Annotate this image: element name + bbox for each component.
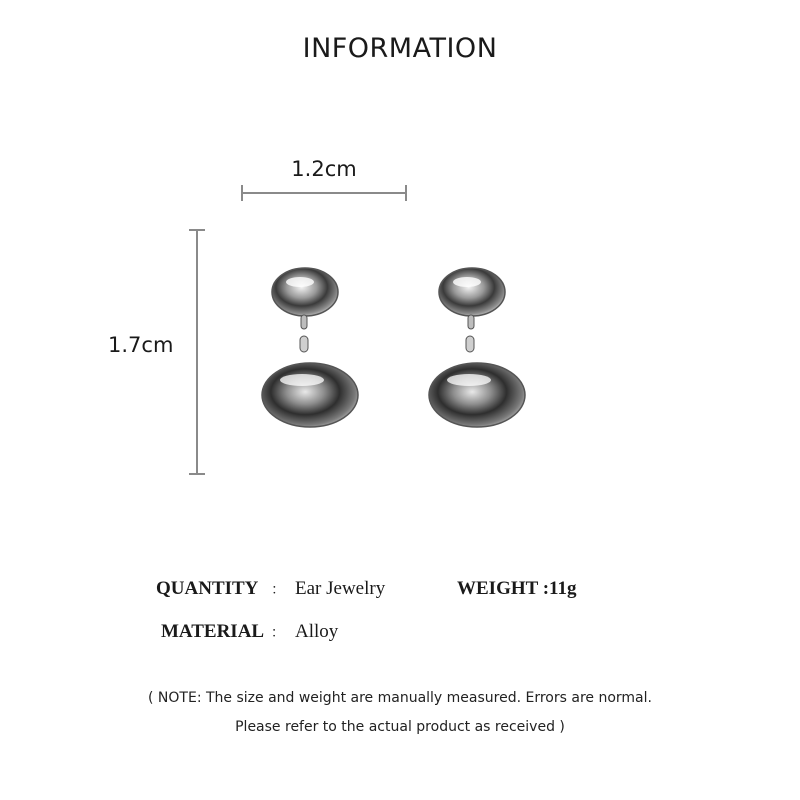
height-ruler-bottom-tick (189, 473, 205, 475)
weight-key: WEIGHT : (457, 578, 550, 599)
earrings-image (250, 260, 540, 430)
material-separator: ： (270, 626, 285, 641)
material-key: MATERIAL (161, 621, 265, 642)
spec-quantity-row (156, 578, 285, 600)
height-label: 1.7cm (108, 333, 174, 357)
width-ruler-right-tick (405, 185, 407, 201)
quantity-separator: ： (271, 583, 286, 598)
width-label: 1.2cm (291, 157, 357, 181)
material-value: Alloy (295, 621, 339, 642)
quantity-key: QUANTITY (156, 578, 259, 599)
height-ruler-top-tick (189, 229, 205, 231)
weight-value: 11g (549, 578, 577, 599)
spec-material-row (161, 621, 285, 643)
note-line-2: Please refer to the actual product as received ) (235, 719, 565, 735)
note-line-1: ( NOTE: The size and weight are manually measured. Errors are normal. (148, 690, 652, 706)
right-earring (429, 268, 525, 427)
width-ruler-left-tick (241, 185, 243, 201)
height-ruler (196, 230, 198, 474)
quantity-value: Ear Jewelry (295, 578, 386, 599)
width-ruler (242, 192, 406, 194)
left-earring (262, 268, 358, 427)
page-title: INFORMATION (302, 33, 498, 64)
spec-weight-row (457, 578, 576, 600)
